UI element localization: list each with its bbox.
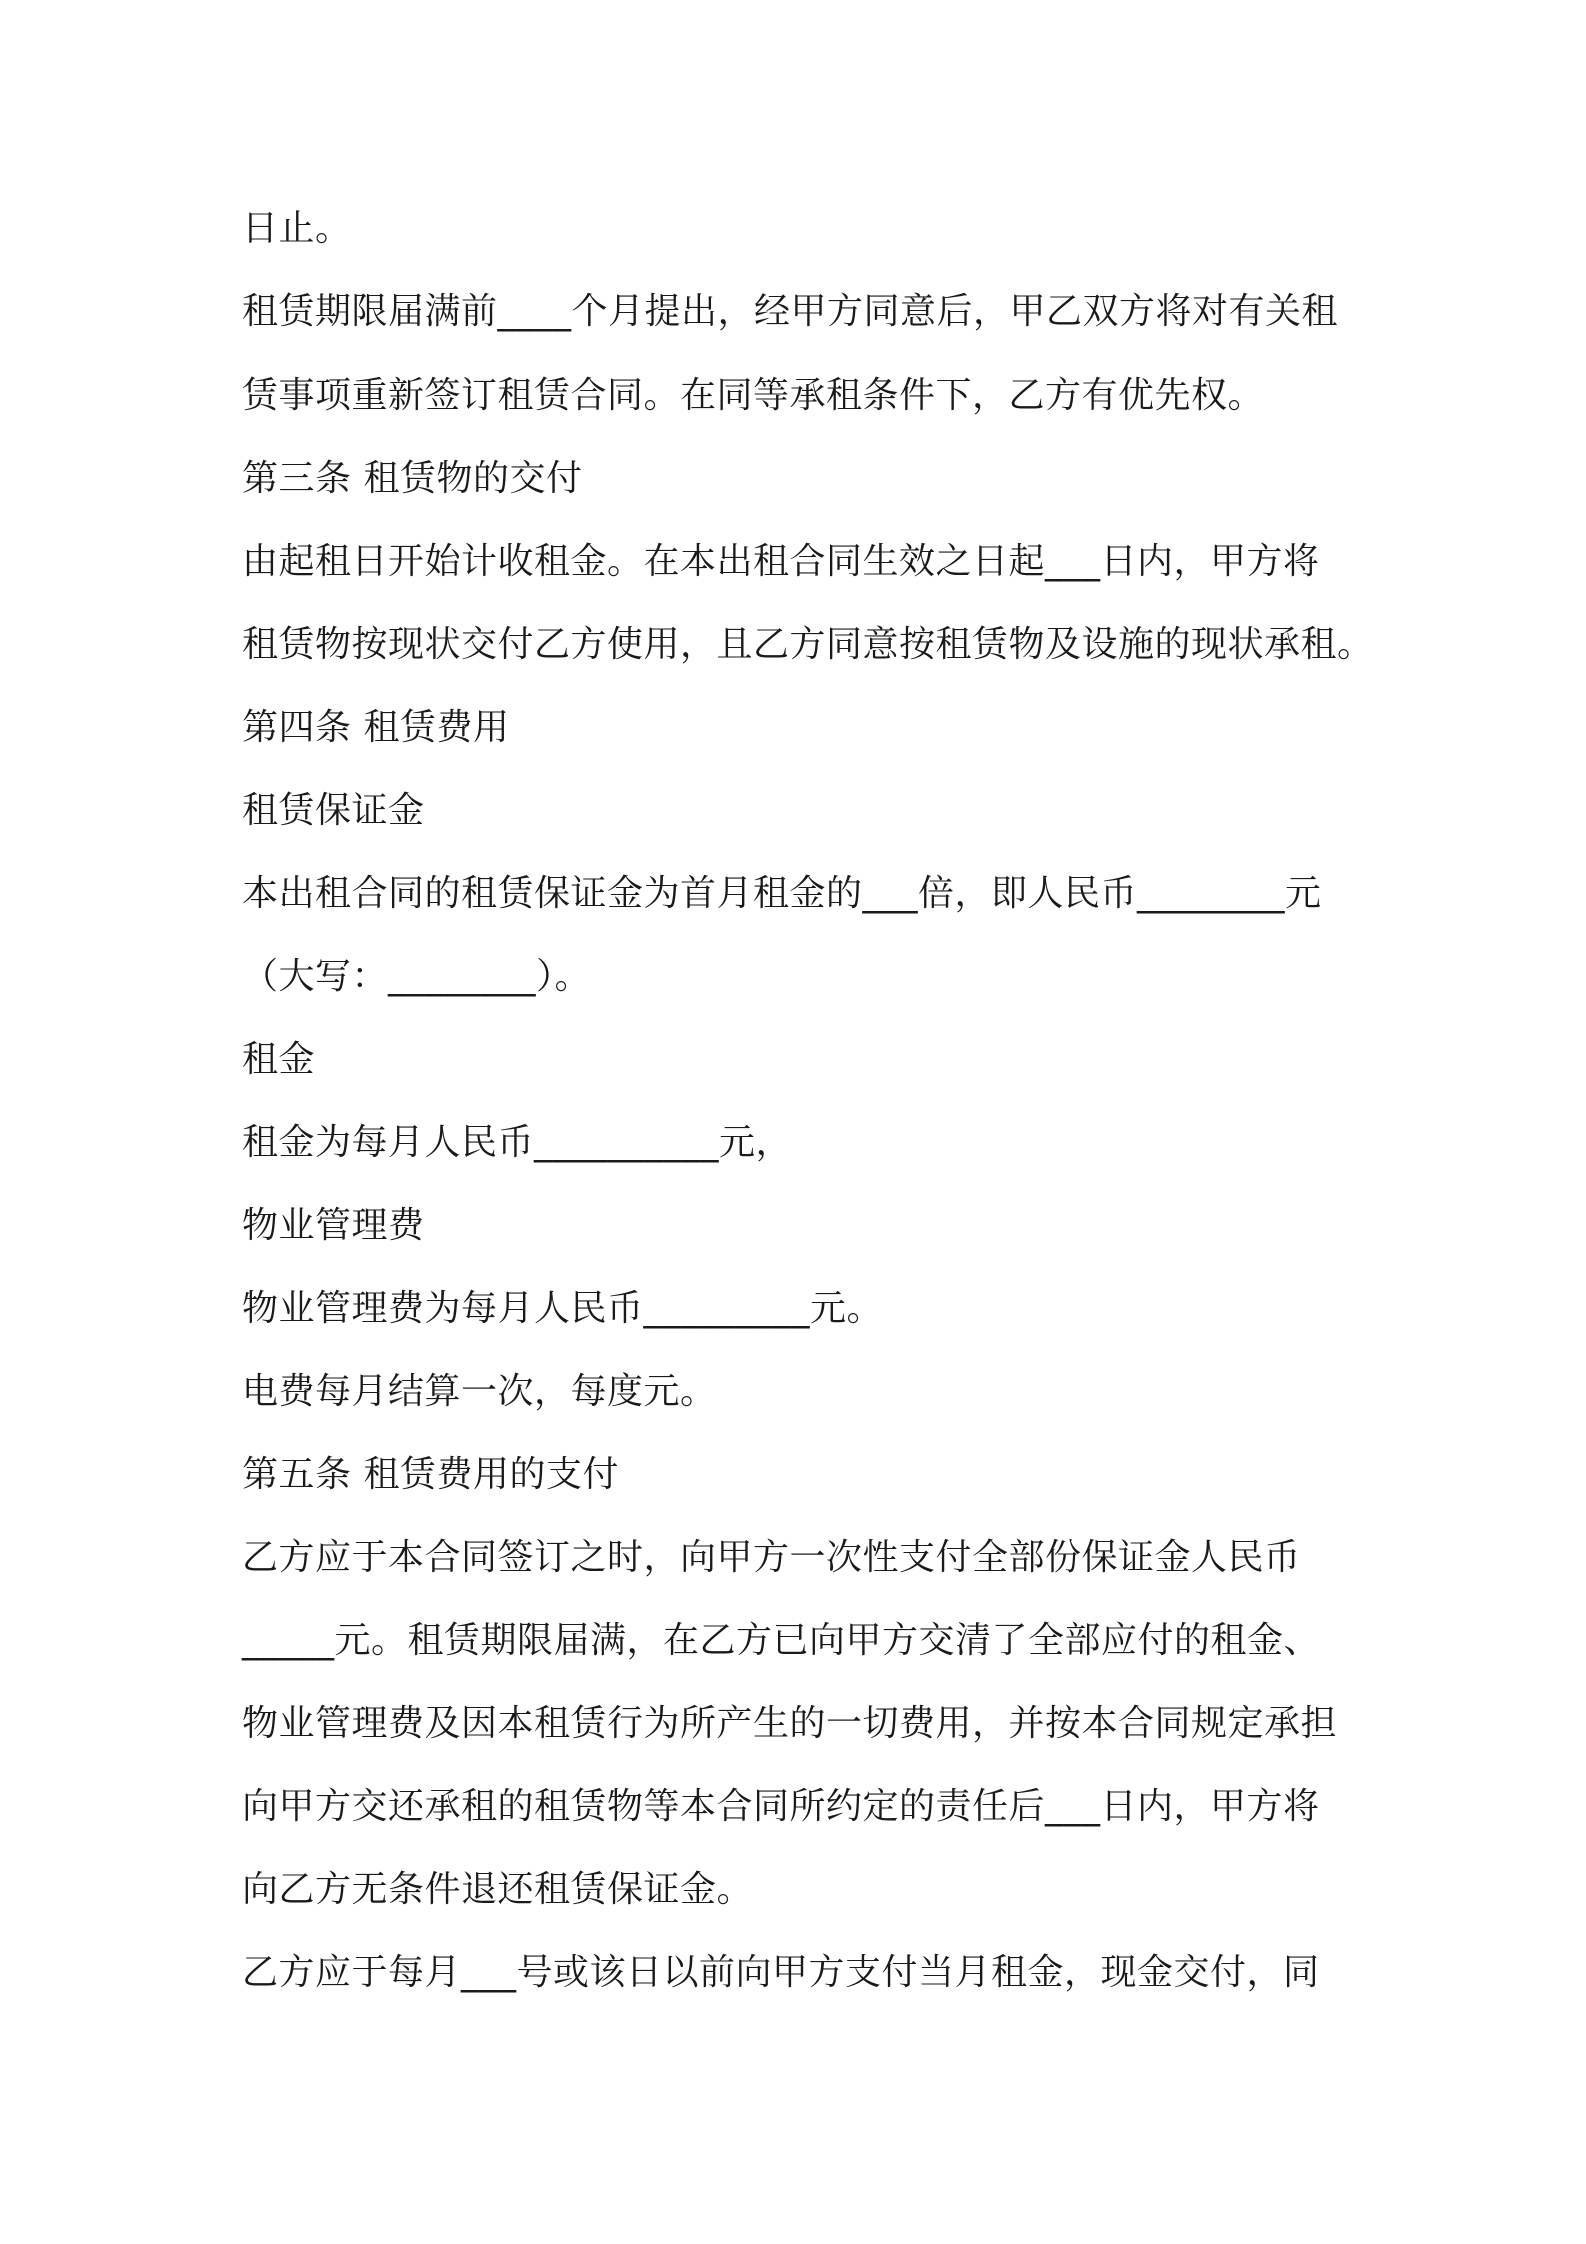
subheading-property-fee: 物业管理费 xyxy=(242,1205,425,1246)
text-line-deposit-payment: 乙方应于本合同签订之时，向甲方一次性支付全部份保证金人民币 xyxy=(242,1537,1301,1578)
article-4-heading: 第四条 租赁费用 xyxy=(242,707,510,748)
text-line-deposit-words: （大写：________）。 xyxy=(242,956,592,997)
text-line-term-expiry: _____元。租赁期限届满，在乙方已向甲方交清了全部应付的租金、 xyxy=(242,1620,1321,1661)
text-line-delivery: 租赁物按现状交付乙方使用，且乙方同意按租赁物及设施的现状承租。 xyxy=(242,624,1374,665)
article-5-heading: 第五条 租赁费用的支付 xyxy=(242,1454,619,1495)
text-line-deposit-refund: 向乙方无条件退还租赁保证金。 xyxy=(242,1869,754,1910)
subheading-rent: 租金 xyxy=(242,1039,316,1080)
text-line-deposit-amount: 本出租合同的租赁保证金为首月租金的___倍，即人民币________元 xyxy=(242,873,1322,914)
text-line-renewal-priority: 赁事项重新签订租赁合同。在同等承租条件下，乙方有优先权。 xyxy=(242,375,1265,416)
article-3-heading: 第三条 租赁物的交付 xyxy=(242,458,583,499)
text-line-rent-amount: 租金为每月人民币__________元， xyxy=(242,1122,793,1163)
text-line-electricity: 电费每月结算一次，每度元。 xyxy=(242,1371,717,1412)
subheading-deposit: 租赁保证金 xyxy=(242,790,425,831)
text-line-return-property: 向甲方交还承租的租赁物等本合同所约定的责任后___日内，甲方将 xyxy=(242,1786,1320,1827)
text-line-end-date: 日止。 xyxy=(242,208,352,249)
text-line-monthly-payment: 乙方应于每月___号或该日以前向甲方支付当月租金，现金交付，同 xyxy=(242,1952,1320,1993)
text-line-renewal-notice: 租赁期限届满前____个月提出，经甲方同意后，甲乙双方将对有关租 xyxy=(242,291,1339,332)
text-line-property-fee: 物业管理费为每月人民币_________元。 xyxy=(242,1288,884,1329)
text-line-fees-settled: 物业管理费及因本租赁行为所产生的一切费用，并按本合同规定承担 xyxy=(242,1703,1338,1744)
text-line-rent-start: 由起租日开始计收租金。在本出租合同生效之日起___日内，甲方将 xyxy=(242,541,1320,582)
